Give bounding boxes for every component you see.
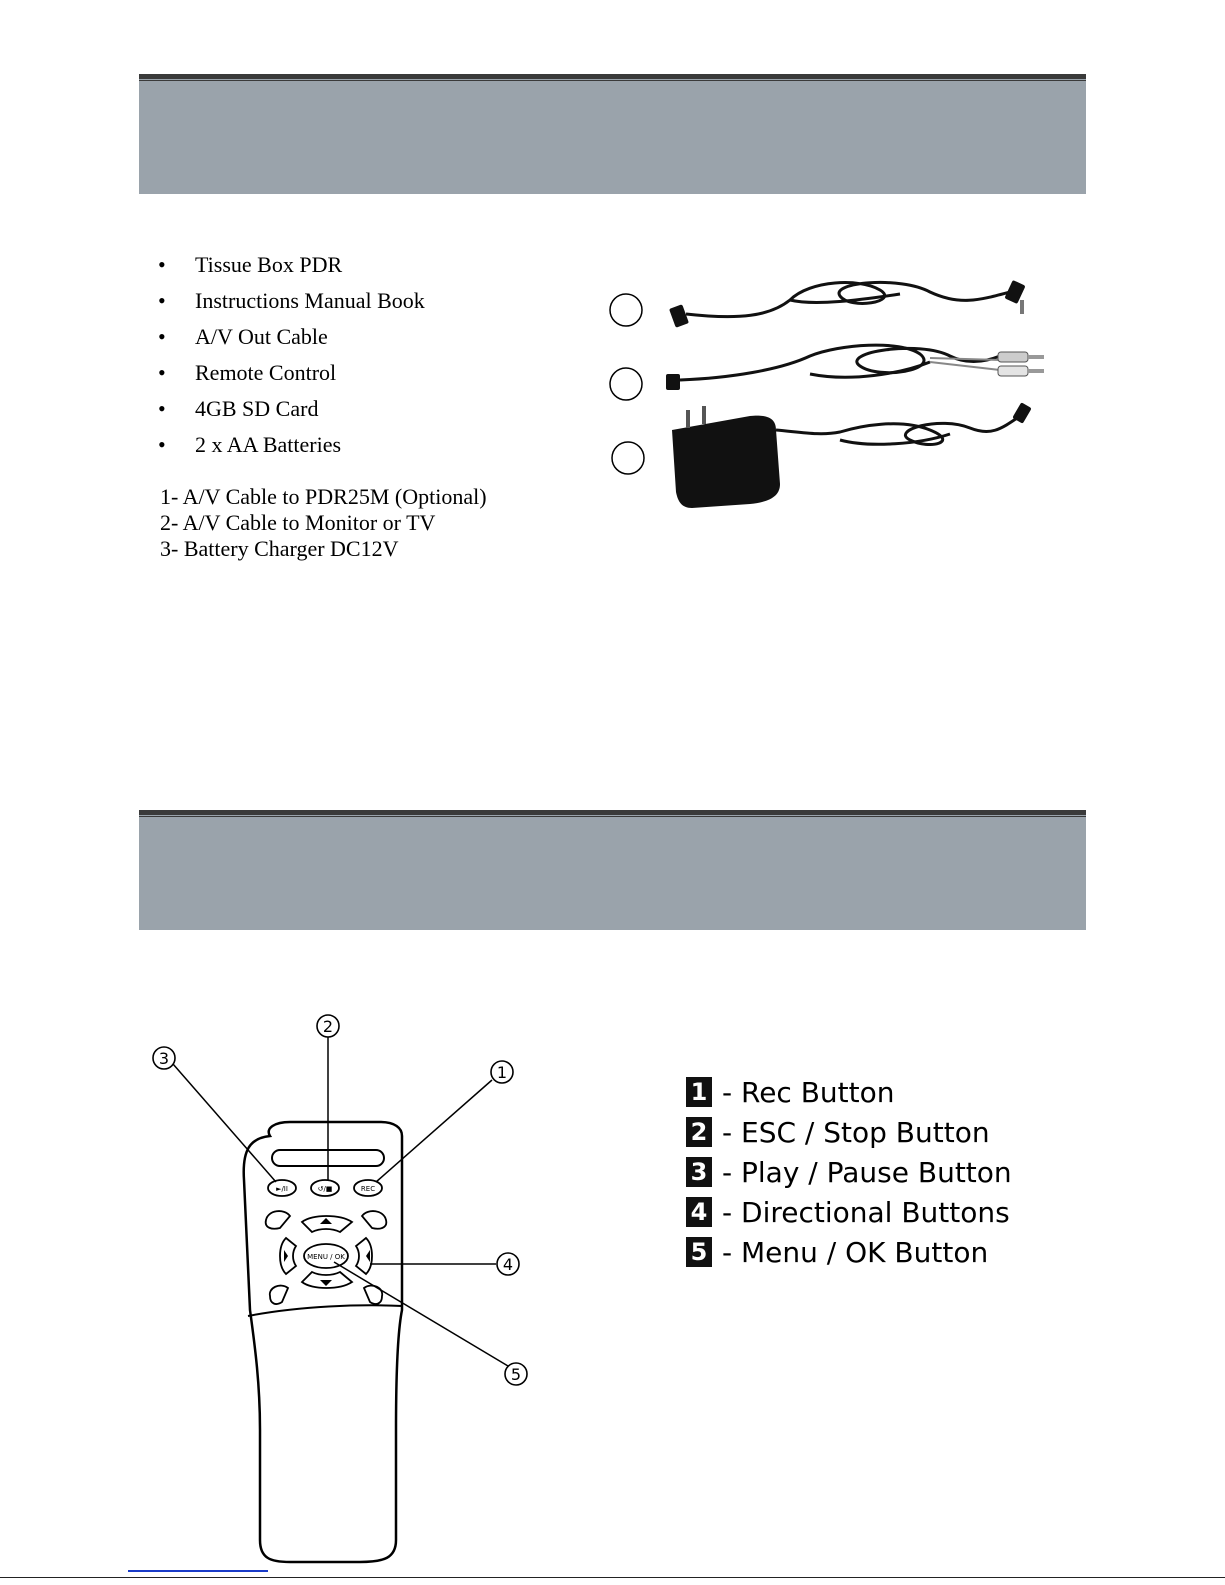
footer-link-underline xyxy=(128,1570,268,1572)
legend-label: - Directional Buttons xyxy=(722,1195,1010,1229)
list-item-label: 2 x AA Batteries xyxy=(195,432,342,457)
battery-charger-icon xyxy=(672,402,1032,508)
page-bottom-rule xyxy=(0,1577,1225,1578)
callout-number: 1 xyxy=(496,1063,508,1082)
play-pause-icon: ►/II xyxy=(276,1185,288,1193)
legend-number-badge: 5 xyxy=(686,1237,712,1267)
legend-row xyxy=(686,1112,1012,1152)
bullet-icon: • xyxy=(158,288,166,313)
header-rule-thin xyxy=(139,80,1086,81)
bullet-icon: • xyxy=(158,432,166,457)
remote-button-legend xyxy=(686,1072,1012,1272)
header-rule xyxy=(139,810,1086,815)
bullet-icon: • xyxy=(158,324,166,349)
legend-row xyxy=(686,1072,1012,1112)
list-item xyxy=(158,358,425,394)
legend-label: - Menu / OK Button xyxy=(722,1235,989,1269)
callout-leader-3 xyxy=(173,1064,276,1182)
av-cable-pdr-icon xyxy=(669,280,1026,328)
callout-number: 3 xyxy=(158,1049,170,1068)
legend-row xyxy=(686,1192,1012,1232)
list-item-label: Instructions Manual Book xyxy=(195,288,425,313)
header-rule xyxy=(139,74,1086,79)
rec-button-label: REC xyxy=(360,1185,376,1193)
section-header-band-remote xyxy=(139,810,1086,930)
empty-callout-circle xyxy=(612,442,644,474)
bullet-icon: • xyxy=(158,360,166,385)
legend-number-badge: 2 xyxy=(686,1117,712,1147)
callout-number: 5 xyxy=(510,1365,522,1384)
av-cable-monitor-icon xyxy=(666,345,1044,390)
list-item xyxy=(158,394,425,430)
list-item-label: A/V Out Cable xyxy=(195,324,328,349)
package-contents-list xyxy=(158,250,425,466)
legend-number-badge: 1 xyxy=(686,1077,712,1107)
legend-number-badge: 3 xyxy=(686,1157,712,1187)
empty-callout-circle xyxy=(610,368,642,400)
legend-label: - Play / Pause Button xyxy=(722,1155,1012,1189)
header-rule-thin xyxy=(139,816,1086,817)
empty-callout-circle xyxy=(610,294,642,326)
callout-number: 2 xyxy=(322,1017,334,1036)
list-item-label: Remote Control xyxy=(195,360,337,385)
legend-row xyxy=(686,1232,1012,1272)
bullet-icon: • xyxy=(158,396,166,421)
remote-control-diagram xyxy=(140,1010,560,1580)
list-item xyxy=(158,250,425,286)
legend-row xyxy=(686,1152,1012,1192)
section-header-band-contents xyxy=(139,74,1086,194)
accessory-note: 3- Battery Charger DC12V xyxy=(160,536,399,561)
cables-illustration xyxy=(600,270,1070,520)
esc-stop-icon: ↺/■ xyxy=(317,1185,333,1193)
legend-label: - ESC / Stop Button xyxy=(722,1115,990,1149)
bullet-icon: • xyxy=(158,252,166,277)
list-item xyxy=(158,322,425,358)
menu-ok-button-label: MENU / OK xyxy=(307,1253,345,1261)
legend-number-badge: 4 xyxy=(686,1197,712,1227)
accessory-note: 1- A/V Cable to PDR25M (Optional) xyxy=(160,484,487,509)
list-item-label: 4GB SD Card xyxy=(195,396,319,421)
list-item-label: Tissue Box PDR xyxy=(195,252,343,277)
callout-number: 4 xyxy=(502,1255,514,1274)
legend-label: - Rec Button xyxy=(722,1075,895,1109)
list-item xyxy=(158,286,425,322)
accessory-note: 2- A/V Cable to Monitor or TV xyxy=(160,510,436,535)
list-item xyxy=(158,430,425,466)
accessory-notes xyxy=(160,484,487,562)
